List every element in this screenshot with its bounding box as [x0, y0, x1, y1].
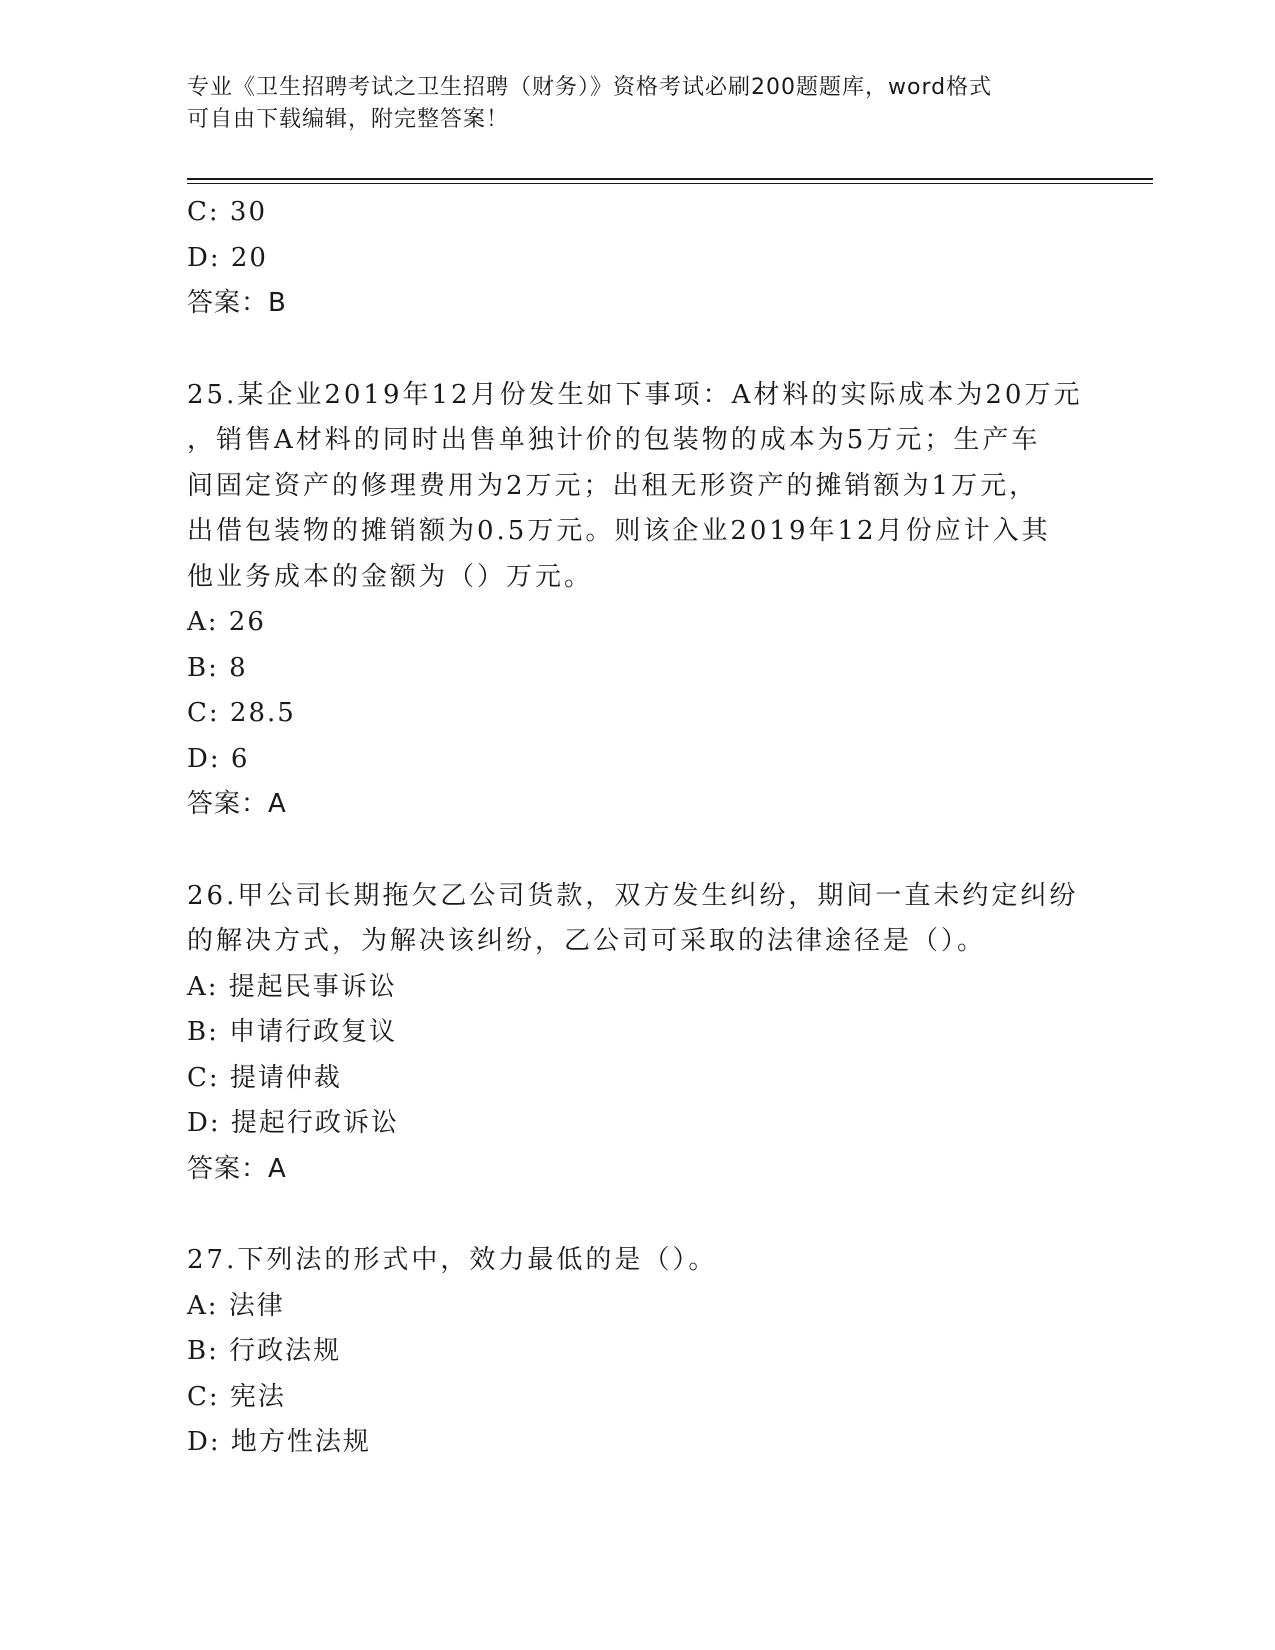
header-line-2: 可自由下载编辑，附完整答案！: [187, 107, 510, 132]
header-divider-thick: [187, 178, 1153, 180]
answer-label: 答案：A: [187, 789, 287, 819]
question-text-line: 出借包装物的摊销额为0.5万元。则该企业2019年12月份应计入其: [187, 516, 1051, 546]
question-text-line: 27.下列法的形式中，效力最低的是（）。: [187, 1245, 718, 1275]
question-26: [187, 874, 1087, 1193]
option-a: A: 26: [187, 607, 266, 637]
question-text: [187, 373, 1087, 601]
option-d: D: 地方性法规: [187, 1427, 371, 1457]
question-text-line: 他业务成本的金额为（）万元。: [187, 561, 594, 592]
question-text: [187, 874, 1087, 965]
question-27: [187, 1238, 1087, 1466]
option-b: B: 行政法规: [187, 1336, 342, 1366]
answer-label: 答案：B: [187, 288, 287, 318]
answer-label: 答案：A: [187, 1153, 287, 1184]
option-a: A: 法律: [187, 1290, 285, 1321]
header-line-1: 专业《卫生招聘考试之卫生招聘（财务）》资格考试必刷200题题库，word格式: [187, 75, 993, 100]
option-d: D: 20: [187, 242, 268, 273]
option-c: C: 提请仲裁: [187, 1062, 342, 1093]
option-d: D: 提起行政诉讼: [187, 1108, 399, 1138]
question-text-line: 的解决方式，为解决该纠纷，乙公司可采取的法律途径是（）。: [187, 926, 987, 956]
option-b: B: 申请行政复议: [187, 1017, 398, 1047]
option-b: B: 8: [187, 652, 248, 683]
question-text-line: 25.某企业2019年12月份发生如下事项：A材料的实际成本为20万元: [187, 379, 1083, 410]
question-text: [187, 1238, 1087, 1284]
document-header: [187, 72, 1067, 136]
question-24: [187, 190, 1087, 327]
question-text-line: 26.甲公司长期拖欠乙公司货款，双方发生纠纷，期间一直未约定纠纷: [187, 880, 1079, 911]
document-body: [187, 190, 1087, 1466]
option-a: A: 提起民事诉讼: [187, 971, 397, 1002]
option-c: C: 宪法: [187, 1381, 286, 1412]
header-divider-thin: [187, 183, 1153, 184]
question-25: [187, 373, 1087, 828]
question-text-line: ，销售A材料的同时出售单独计价的包装物的成本为5万元；生产车: [187, 425, 1041, 455]
option-c: C: 30: [187, 197, 268, 227]
option-c: C: 28.5: [187, 698, 296, 728]
option-d: D: 6: [187, 743, 250, 774]
question-text-line: 间固定资产的修理费用为2万元；出租无形资产的摊销额为1万元，: [187, 470, 1039, 501]
